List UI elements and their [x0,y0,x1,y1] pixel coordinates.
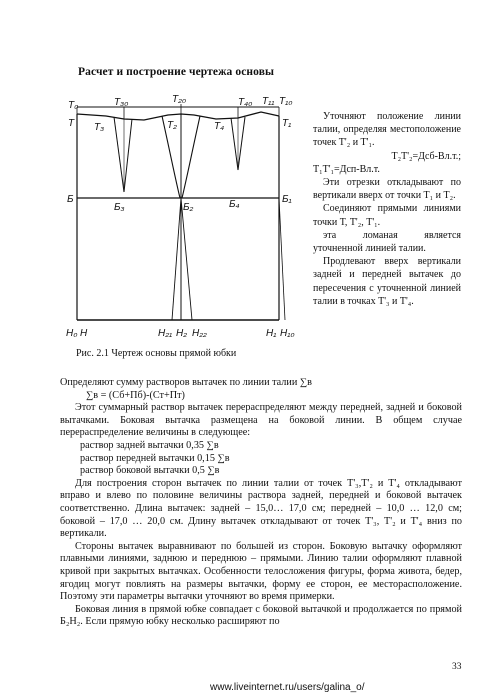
skirt-pattern-diagram [66,92,306,344]
main-text [60,377,462,629]
body-paragraph: Для построения сторон вытачек по линии талии от точек Т'₃,Т'₂ и Т'₄ откладывают вправо и влево по половине величины раствора задней, передней и боковой вытачек соответственно. Длина вытачек: задней – 15,0… 17,0 см; передней – 10,0 … 12,0 см; боковой – 17,0 … 20,0 см. Длину вытачек откладывают от точек Т'₃, Т'₂ и Т'₄ вниз по вертикали. [60,477,462,540]
label-B: Б [67,194,74,205]
label-T30: T₃₀ [114,97,129,108]
front-dart-left [231,118,238,170]
side-line-back [172,198,181,320]
front-dart-right [238,117,245,170]
label-T10: T₁₀ [279,96,293,107]
label-T: T [68,118,75,129]
body-paragraph: Этот суммарный раствор вытачек перераспределяют между передней, задней и боковой вытачками. Боковая вытачка размещена на боковой линии. В общем случае перераспределение величины в следующее: [60,402,462,439]
list-item: раствор боковой вытачки 0,5 ∑в [80,465,220,477]
label-T4: T₄ [214,121,225,132]
body-paragraph: Стороны вытачек выравнивают по большей из сторон. Боковую вытачку оформляют плавными линиями, заднюю и переднюю – прямыми. Линию талии оформляют плавной кривой при закрытых вытачках. Особенности телосложения фигуры, форма живота, бедер, ягодиц могут повлиять на размеры вытачки, форму ее сторон, ее месторасположение. Поэтому эти параметры вытачки уточняют во время примерки. [60,540,462,603]
label-T2: T₂ [167,120,177,131]
side-dart-right [182,116,200,198]
footer-url: www.liveinternet.ru/users/galina_o/ [210,682,365,693]
label-B3: Б₃ [114,202,125,213]
side-paragraph: эта ломаная является уточненной линией талии. [313,229,461,255]
label-H0: H₀ [66,328,78,339]
label-B1: Б₁ [282,194,292,205]
back-dart-left [114,117,124,192]
label-H2: H₂ [176,328,188,339]
back-dart-right [124,119,132,192]
side-formula: Т₁Т'₁=Дсп-Вл.т. [313,163,380,175]
side-paragraph: Продлевают вверх вертикали задней и передней вытачек до пересечения с уточненной линией талии в точках Т'₃ и Т'₄. [313,256,461,307]
label-T3: T₃ [94,122,105,133]
body-paragraph: Боковая линия в прямой юбке совпадает с боковой вытачкой и продолжается по прямой Б₂Н₂. Если прямую юбку несколько расширяют по [60,603,462,628]
figure-caption: Рис. 2.1 Чертеж основы прямой юбки [76,348,237,359]
skirt-pattern-svg [66,92,306,344]
side-paragraph: Соединяют прямыми линиями точки Т, Т'₂, Т'₁. [313,203,461,228]
label-T20: T₂₀ [172,94,187,105]
page-number: 33 [452,662,462,672]
label-T11: T₁₁ [262,96,275,107]
label-H22: H₂₂ [192,328,207,339]
side-paragraph: Эти отрезки откладывают по вертикали вверх от точки Т₁ и Т₂. [313,177,461,202]
label-B4: Б₄ [229,199,240,210]
list-item: раствор задней вытачки 0,35 ∑в [80,439,219,451]
label-T40: T₄₀ [238,97,253,108]
side-formula: Т₂Т'₂=Дсб-Вл.т.; [391,150,461,162]
list-item: раствор передней вытачки 0,15 ∑в [80,452,230,464]
waist-curve [77,112,279,120]
label-H21: H₂₁ [158,328,173,339]
section-heading: Расчет и построение чертежа основы [78,66,275,78]
body-formula: ∑в = (Сб+Пб)-(Ст+Пт) [86,389,185,401]
label-T0: T₀ [68,100,79,111]
label-T1: T₁ [282,118,292,129]
body-paragraph: Определяют сумму растворов вытачек по линии талии ∑в [60,377,312,388]
label-B2: Б₂ [183,202,194,213]
label-H1: H₁ [266,328,277,339]
side-paragraph: Уточняют положение линии талии, определяя местоположение точек Т'₂ и Т'₁. [313,111,461,149]
label-H10: H₁₀ [280,328,295,339]
side-text-column [313,110,461,308]
label-H: H [80,328,88,339]
side-line-front [181,198,192,320]
